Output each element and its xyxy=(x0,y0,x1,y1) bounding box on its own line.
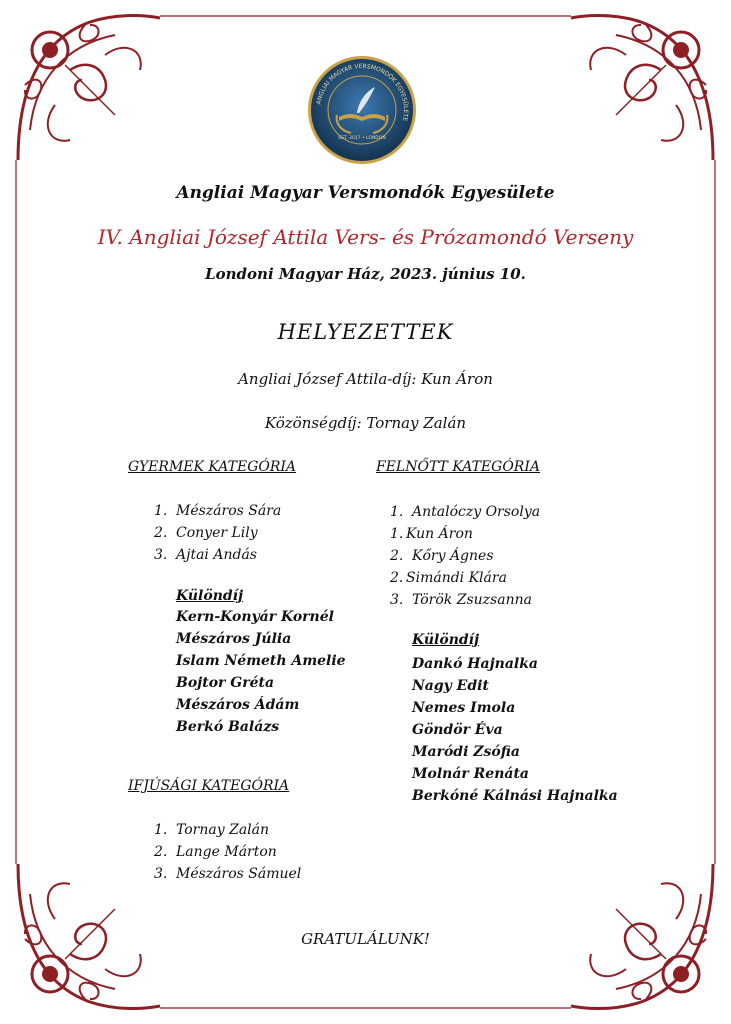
venue-date: Londoni Magyar Ház, 2023. június 10. xyxy=(205,265,526,283)
youth-category-title: IFJÚSÁGI KATEGÓRIA xyxy=(128,778,290,794)
list-item: Dankó Hajnalka xyxy=(412,656,539,672)
results-heading: HELYEZETTEK xyxy=(277,320,454,344)
list-item: Göndör Éva xyxy=(412,722,503,738)
children-special-list xyxy=(176,606,346,738)
list-item: Nemes Imola xyxy=(412,700,516,716)
list-item: 3. Ajtai Andás xyxy=(154,547,257,563)
list-item: Kern-Konyár Kornél xyxy=(176,609,334,625)
list-item: 3. Török Zsuzsanna xyxy=(390,592,532,608)
list-item: 1. Antalóczy Orsolya xyxy=(390,504,541,520)
award-main: Angliai József Attila-díj: Kun Áron xyxy=(238,370,493,388)
list-item: Berkó Balázs xyxy=(176,719,280,735)
children-category-title: GYERMEK KATEGÓRIA xyxy=(128,459,297,475)
association-logo xyxy=(307,55,417,165)
list-item: 2. Lange Márton xyxy=(154,844,277,860)
award-audience: Közönségdíj: Tornay Zalán xyxy=(264,414,467,432)
list-item: 3. Mészáros Sámuel xyxy=(154,866,302,882)
list-item: 2. Conyer Lily xyxy=(154,525,258,541)
event-title: IV. Angliai József Attila Vers- és Prózamondó Verseny xyxy=(97,225,634,249)
list-item: Bojtor Gréta xyxy=(176,675,275,691)
children-places-list xyxy=(154,500,281,566)
list-item: Mészáros Júlia xyxy=(176,631,292,647)
list-item: 2. Kőry Ágnes xyxy=(390,548,494,564)
logo-est-text: EST. 2017 • LONDON xyxy=(338,136,386,141)
list-item: Molnár Renáta xyxy=(412,766,529,782)
adult-category-title: FELNŐTT KATEGÓRIA xyxy=(376,459,540,475)
list-item: 2. Simándi Klára xyxy=(390,570,507,586)
list-item: 1. Mészáros Sára xyxy=(154,503,282,519)
adult-special-title: Különdíj xyxy=(412,632,480,648)
children-special-title: Különdíj xyxy=(176,588,244,604)
list-item: 1. Kun Áron xyxy=(390,526,473,542)
closing-text: GRATULÁLUNK! xyxy=(301,930,430,948)
adult-special-list xyxy=(412,653,618,807)
list-item: Islam Németh Amelie xyxy=(176,653,346,669)
list-item: 1. Tornay Zalán xyxy=(154,822,270,838)
youth-places-list xyxy=(154,819,301,885)
list-item: Mészáros Ádám xyxy=(176,697,300,713)
logo-ring-text: ANGLIAI MAGYAR VERSMONDÓK EGYESÜLETE xyxy=(315,62,410,122)
list-item: Maródi Zsófia xyxy=(412,744,520,760)
list-item: Berkóné Kálnási Hajnalka xyxy=(412,788,618,804)
list-item: Nagy Edit xyxy=(412,678,489,694)
adult-places-list xyxy=(390,501,540,611)
organization-name: Angliai Magyar Versmondók Egyesülete xyxy=(176,183,555,203)
